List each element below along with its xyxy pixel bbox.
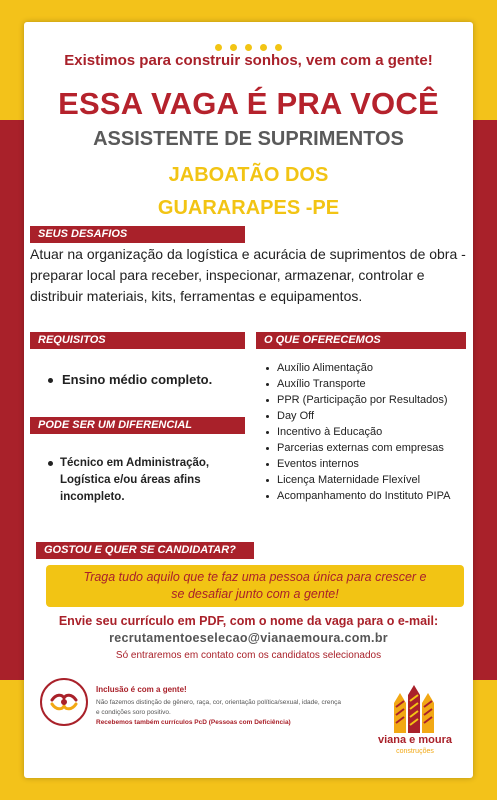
- cta-line-2: se desafiar junto com a gente!: [171, 587, 339, 601]
- desafios-text: Atuar na organização da logística e acurácia de suprimentos de obra - preparar local para receber, inspecionar, armazenar, controlar e distribuir materiais, kits, ferramentas e equipamentos.: [30, 246, 466, 304]
- list-item: Day Off: [266, 408, 476, 424]
- list-item: Incentivo à Educação: [266, 424, 476, 440]
- diferencial-title: PODE SER UM DIFERENCIAL: [30, 417, 245, 434]
- brand-name: viana e moura: [378, 734, 452, 746]
- email-address[interactable]: recrutamentoeselecao@vianaemoura.com.br: [109, 631, 388, 645]
- inclusion-text: Não fazemos distinção de gênero, raça, cor, orientação política/sexual, idade, crença e condições soro positivo. Recebemos também currículos PcD (Pessoas com Deficiência): [96, 699, 341, 726]
- apply-title: GOSTOU E QUER SE CANDIDATAR?: [36, 542, 254, 559]
- cta-box: [46, 565, 464, 607]
- city-line-1: JABOATÃO DOS: [168, 164, 329, 186]
- cta-line-1: Traga tudo aquilo que te faz uma pessoa única para crescer e: [83, 570, 427, 584]
- list-item: Licença Maternidade Flexível: [266, 472, 476, 488]
- viana-moura-logo: [384, 683, 444, 735]
- oferecemos-list: [266, 360, 476, 504]
- diferencial-item: Técnico em Administração, Logística e/ou áreas afins incompleto.: [48, 455, 238, 506]
- desafios-title: SEUS DESAFIOS: [30, 226, 245, 243]
- requisitos-item: Ensino médio completo.: [48, 372, 212, 387]
- city-line-2: GUARARAPES -PE: [157, 197, 340, 219]
- slogan: Existimos para construir sonhos, vem com a gente!: [64, 52, 433, 69]
- list-item: Parcerias externas com empresas: [266, 440, 476, 456]
- send-instructions: Envie seu currículo em PDF, com o nome da vaga para o e-mail:: [58, 614, 439, 628]
- contact-note: Só entraremos em contato com os candidatos selecionados: [115, 650, 382, 661]
- requisitos-title: REQUISITOS: [30, 332, 245, 349]
- inclusion-pcd: Recebemos também currículos PcD (Pessoas com Deficiência): [96, 719, 291, 726]
- list-item: PPR (Participação por Resultados): [266, 392, 476, 408]
- list-item: Auxílio Alimentação: [266, 360, 476, 376]
- inclusion-hands-icon: [40, 678, 88, 726]
- list-item: Eventos internos: [266, 456, 476, 472]
- brand-subtitle: construções: [396, 748, 434, 755]
- inclusion-title: Inclusão é com a gente!: [96, 685, 187, 694]
- list-item: Acompanhamento do Instituto PIPA: [266, 488, 476, 504]
- list-item: Auxílio Transporte: [266, 376, 476, 392]
- job-title: ASSISTENTE DE SUPRIMENTOS: [93, 128, 404, 150]
- oferecemos-title: O QUE OFERECEMOS: [256, 332, 466, 349]
- headline: ESSA VAGA É PRA VOCÊ: [58, 86, 439, 121]
